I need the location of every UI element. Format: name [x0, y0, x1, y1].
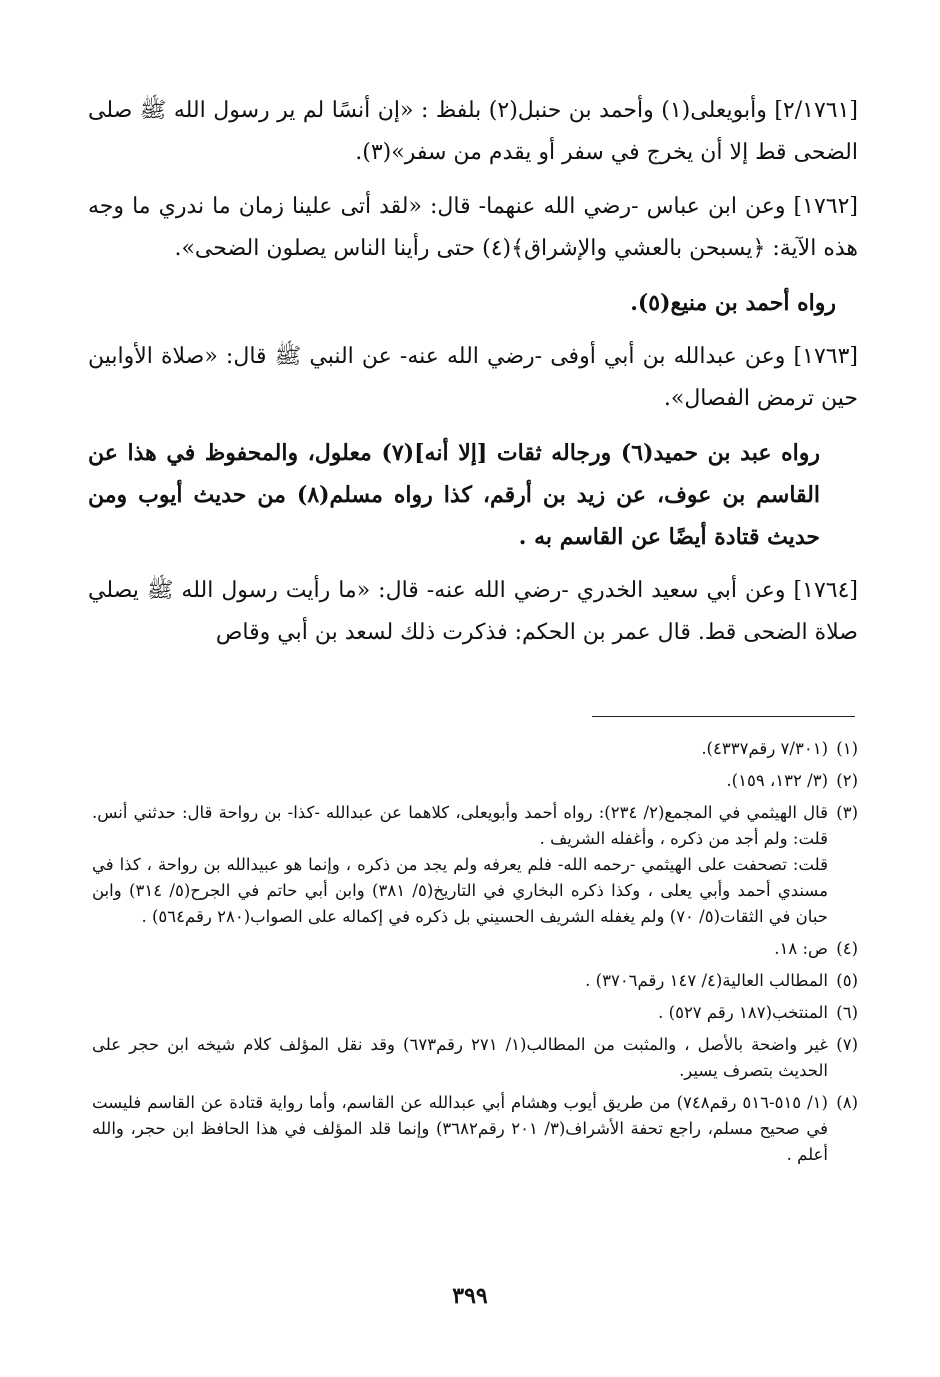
page-number: ٣٩٩ [452, 1283, 488, 1309]
footnote-2 [92, 768, 858, 794]
footnote-number: (٧) [836, 1035, 858, 1054]
hadith-1763: [١٧٦٣] وعن عبدالله بن أبي أوفى -رضي الله عنه- عن النبي ﷺ قال: «صلاة الأوابين حين ترمض الفصال». [88, 344, 858, 411]
footnote-number: (١) [836, 739, 858, 758]
footnote-number: (٨) [836, 1093, 858, 1112]
footnote-text: (١/ ٥١٥-٥١٦ رقم٧٤٨) من طريق أيوب وهشام أبي عبدالله عن القاسم، وأما رواية قتادة عن القاسم فليست في صحيح مسلم، راجع تحفة الأشراف(٣/ ٢٠١ رقم٣٦٨٢) وإنما قلد المؤلف في هذا الحافظ ابن حجر، والله أعلم . [92, 1093, 828, 1164]
footnote-text: (٧/٣٠١ رقم٤٣٣٧). [701, 739, 828, 758]
footnote-number: (٤) [836, 939, 858, 958]
footnote-5 [92, 968, 858, 994]
hadith-1762: [١٧٦٢] وعن ابن عباس -رضي الله عنهما- قال: «لقد أتى علينا زمان ما ندري ما وجه هذه الآية: ﴿يسبحن بالعشي والإشراق﴾(٤) حتى رأينا الناس يصلون الضحى». [88, 194, 858, 261]
footnote-1 [92, 736, 858, 762]
footnote-separator [592, 716, 855, 717]
main-text [88, 90, 858, 666]
footnote-number: (٥) [836, 971, 858, 990]
footnote-6 [92, 1000, 858, 1026]
footnotes [92, 736, 858, 1174]
footnote-text: قال الهيثمي في المجمع(٢/ ٢٣٤): رواه أحمد وأبويعلى، كلاهما عن عبدالله -كذا- بن رواحة قال: حدثني أنس. قلت: ولم أجد من ذكره ، وأغفله الشريف . [92, 803, 828, 848]
footnote-8 [92, 1090, 858, 1168]
footnote-7 [92, 1032, 858, 1084]
footnote-4 [92, 936, 858, 962]
footnote-text: المطالب العالية(٤/ ١٤٧ رقم٣٧٠٦) . [585, 971, 828, 990]
footnote-3 [92, 800, 858, 930]
footnote-number: (٦) [836, 1003, 858, 1022]
footnote-number: (٢) [836, 771, 858, 790]
hadith-1764: [١٧٦٤] وعن أبي سعيد الخدري -رضي الله عنه- قال: «ما رأيت رسول الله ﷺ يصلي صلاة الضحى قط. قال عمر بن الحكم: فذكرت ذلك لسعد بن أبي وقاص [88, 578, 858, 645]
footnote-text: (٣/ ١٣٢، ١٥٩). [726, 771, 828, 790]
hadith-1761: [٢/١٧٦١] وأبويعلى(١) وأحمد بن حنبل(٢) بلفظ : «إن أنسًا لم ير رسول الله ﷺ صلى الضحى قط إلا أن يخرج في سفر أو يقدم من سفر»(٣). [88, 98, 859, 165]
footnote-text: غير واضحة بالأصل ، والمثبت من المطالب(١/ ٢٧١ رقم٦٧٣) وقد نقل المؤلف كلام شيخه ابن حجر على الحديث بتصرف يسير. [92, 1035, 828, 1080]
narration-note-1763: رواه عبد بن حميد(٦) ورجاله ثقات [إلا أنه](٧) معلول، والمحفوظ في هذا عن القاسم بن عوف، عن زيد بن أرقم، كذا رواه مسلم(٨) من حديث أيوب ومن حديث قتادة أيضًا عن القاسم به . [88, 440, 821, 550]
footnote-continuation: قلت: تصحفت على الهيثمي -رحمه الله- فلم يعرفه ولم يجد من ذكره ، وإنما هو عبيدالله بن رواحة ، كذا في مسندي أحمد وأبي يعلى ، وكذا ذكره البخاري في التاريخ(٥/ ٣٨١) وابن أبي حاتم في الجرح(٥/ ٣١٤) وابن حبان في الثقات(٥/ ٧٠) ولم يغفله الشريف الحسيني بل ذكره في إكماله على الصواب(٢٨٠ رقم٥٦٤) . [92, 855, 828, 926]
footnote-text: المنتخب(١٨٧ رقم ٥٢٧) . [658, 1003, 828, 1022]
narration-note-1762: رواه أحمد بن منيع(٥). [630, 290, 836, 316]
footnote-number: (٣) [836, 803, 858, 822]
footnote-text: ص: ١٨. [774, 939, 828, 958]
